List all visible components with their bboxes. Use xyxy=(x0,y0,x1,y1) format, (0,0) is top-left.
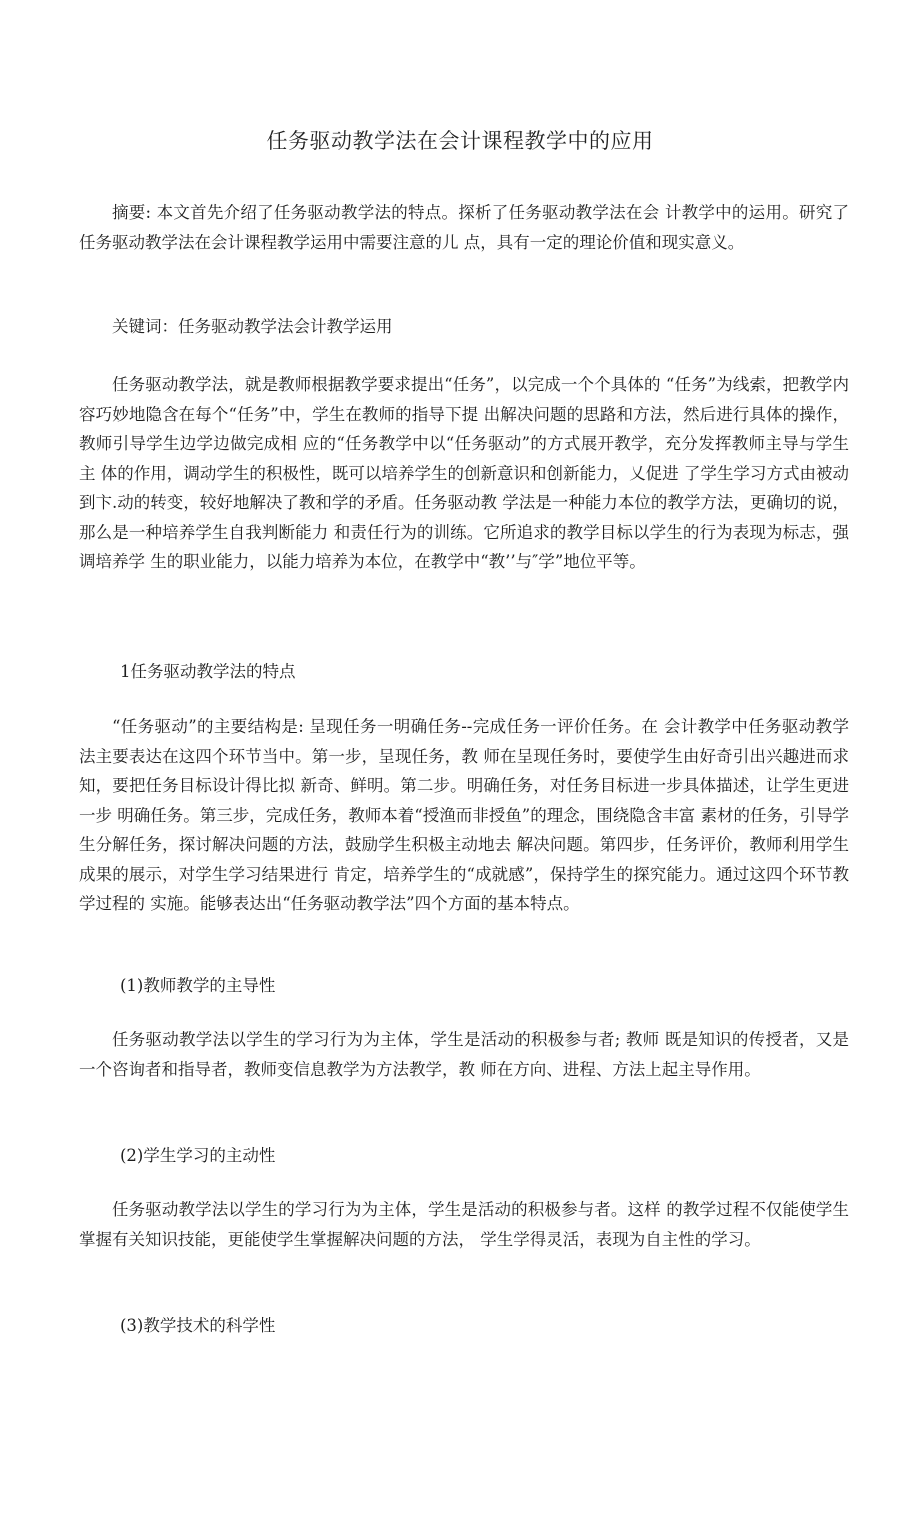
subsection-2-text: 任务驱动教学法以学生的学习行为为主体，学生是活动的积极参与者。这样 的教学过程不仅能使学生掌握有关知识技能，更能使学生掌握解决问题的方法， 学生学得灵活，表现为自主性的学习。 xyxy=(79,1200,849,1249)
subsection-1-heading: (1)教师教学的主导性 xyxy=(120,976,276,995)
abstract-text: 摘要: 本文首先介绍了任务驱动教学法的特点。探析了任务驱动教学法在会 计教学中的运用。研究了任务驱动教学法在会计课程教学运用中需要注意的儿 点，具有一定的理论价值和现实意义。 xyxy=(79,203,849,252)
keywords-text: 关键词：任务驱动教学法会计教学运用 xyxy=(112,317,393,336)
section-1-heading: 1任务驱动教学法的特点 xyxy=(120,662,296,681)
abstract-paragraph xyxy=(79,198,849,257)
section-1-paragraph xyxy=(79,712,849,919)
subsection-2-paragraph xyxy=(79,1195,849,1254)
intro-text: 任务驱动教学法，就是教师根据教学要求提出“任务”，以完成一个个具体的 “任务”为线索，把教学内容巧妙地隐含在每个“任务”中，学生在教师的指导下提 出解决问题的思路和方法，然后进行具体的操作，教师引导学生边学边做完成相 应的“任务教学中以“任务驱动”的方式展开教学，充分发挥教师主导与学生主 体的作用，调动学生的积极性，既可以培养学生的创新意识和创新能力，乂促进 了学生学习方式由被动到卞.动的转变，较好地解决了教和学的矛盾。任务驱动教 学法是一种能力本位的教学方法，更确切的说，那么是一种培养学生自我判断能力 和责任行为的训练。它所追求的教学目标以学生的行为表现为标志，强调培养学 生的职业能力，以能力培养为本位，在教学中“教’’与″学”地位平等。 xyxy=(79,375,849,571)
section-1-text: “任务驱动”的主要结构是: 呈现任务一明确任务--完成任务一评价任务。在 会计教学中任务驱动教学法主要表达在这四个环节当中。第一步，呈现任务，教 师在呈现任务时，要使学生由好奇引出兴趣进而求知，要把任务目标设计得比拟 新奇、鲜明。第二步。明确任务，对任务目标进一步具体描述，让学生更进一步 明确任务。第三步，完成任务，教师本着“授渔而非授鱼”的理念，围绕隐含丰富 素材的任务，引导学生分解任务，探讨解决问题的方法，鼓励学生积极主动地去 解决问题。第四步，任务评价，教师利用学生成果的展示，对学生学习结果进行 肯定，培养学生的“成就感”，保持学生的探究能力。通过这四个环节教学过程的 实施。能够表达出“任务驱动教学法”四个方面的基本特点。 xyxy=(79,717,849,913)
intro-paragraph xyxy=(79,370,849,577)
subsection-2-heading: (2)学生学习的主动性 xyxy=(120,1146,276,1165)
subsection-1-paragraph xyxy=(79,1025,849,1084)
subsection-1-text: 任务驱动教学法以学生的学习行为为主体，学生是活动的积极参与者; 教师 既是知识的传授者，又是一个咨询者和指导者，教师变信息教学为方法教学，教 师在方向、进程、方法上起主导作用。 xyxy=(79,1030,849,1079)
document-title: 任务驱动教学法在会计课程教学中的应用 xyxy=(266,129,654,153)
keywords-paragraph xyxy=(79,312,849,342)
subsection-3-heading: (3)教学技术的科学性 xyxy=(120,1316,276,1335)
